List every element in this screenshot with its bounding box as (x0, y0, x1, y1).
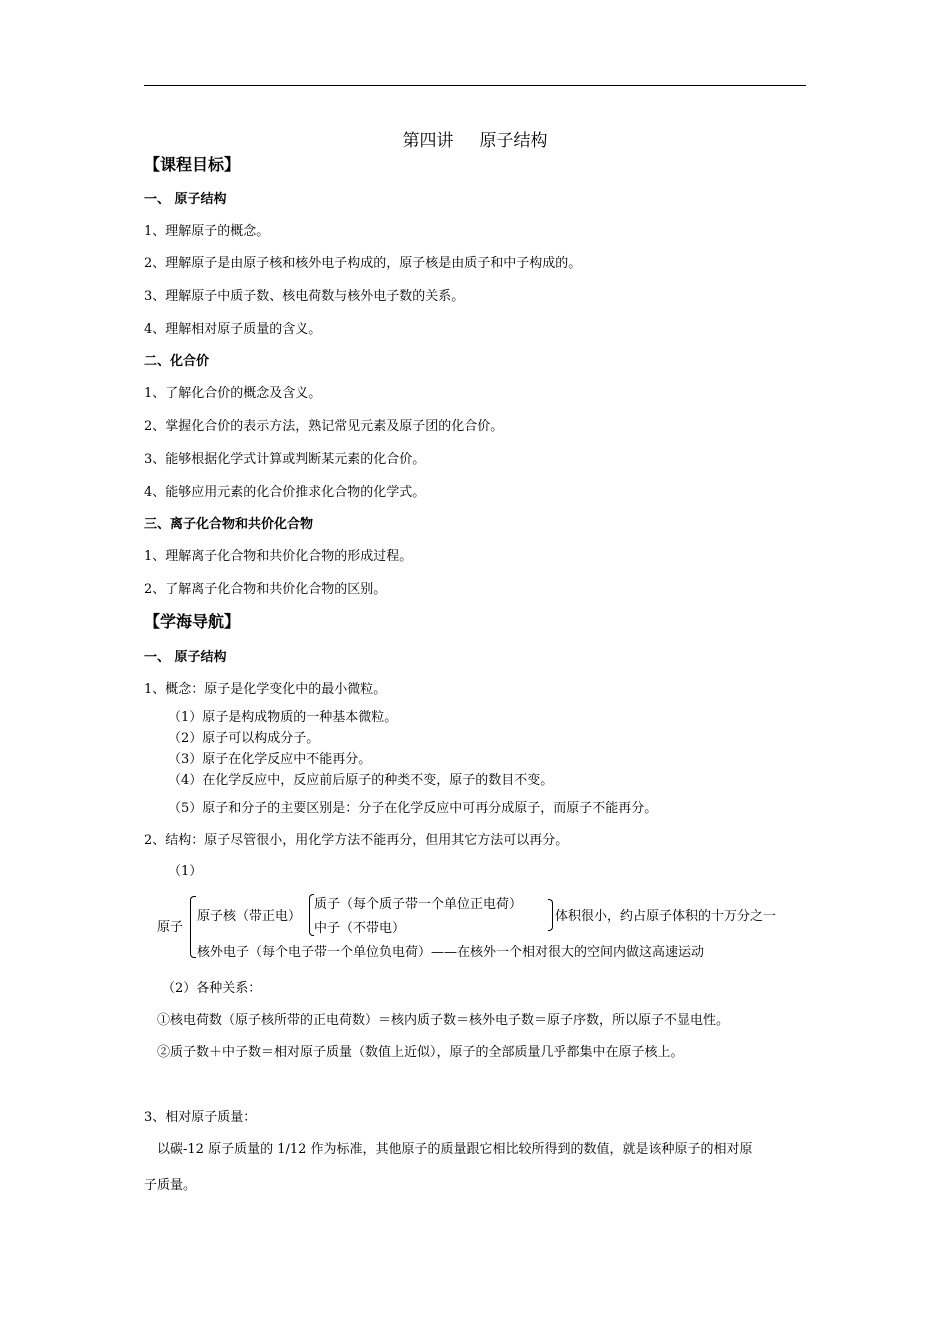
guide-sub1-heading: 一、 原子结构 (144, 650, 227, 665)
section-study-guide-heading: 【学海导航】 (144, 612, 241, 631)
section-course-goals-heading: 【课程目标】 (144, 155, 241, 174)
goals-sub1-heading: 一、 原子结构 (144, 192, 227, 207)
concept-item: （5）原子和分子的主要区别是：分子在化学反应中可再分成原子，而原子不能再分。 (168, 801, 658, 816)
goals-sub1-item: 2、理解原子是由原子核和核外电子构成的，原子核是由质子和中子构成的。 (144, 256, 582, 271)
title-topic: 原子结构 (479, 131, 548, 151)
header-rule (144, 85, 806, 86)
diagram-neutron-label: 中子（不带电） (314, 921, 406, 936)
diagram-proton-label: 质子（每个质子带一个单位正电荷） (314, 897, 523, 912)
nucleus-right-brace (548, 899, 553, 931)
goals-sub3-item: 1、理解离子化合物和共价化合物的形成过程。 (144, 549, 413, 564)
goals-sub1-item: 4、理解相对原子质量的含义。 (144, 322, 322, 337)
goals-sub2-item: 3、能够根据化学式计算或判断某元素的化合价。 (144, 452, 426, 467)
title-lecture: 第四讲 (402, 131, 454, 151)
concept-item: （1）原子是构成物质的一种基本微粒。 (168, 710, 398, 725)
concept-item: （4）在化学反应中，反应前后原子的种类不变，原子的数目不变。 (168, 773, 554, 788)
goals-sub2-item: 2、掌握化合价的表示方法，熟记常见元素及原子团的化合价。 (144, 419, 504, 434)
concept-line: 1、概念：原子是化学变化中的最小微粒。 (144, 682, 387, 697)
mass-definition: 以碳-12 原子质量的 1/12 作为标准，其他原子的质量跟它相比较所得到的数值，就是该种原子的相对原 (157, 1142, 753, 1157)
concept-item: （2）原子可以构成分子。 (168, 731, 320, 746)
goals-sub2-item: 1、了解化合价的概念及含义。 (144, 386, 322, 401)
goals-sub1-item: 1、理解原子的概念。 (144, 224, 270, 239)
relation-item: ①核电荷数（原子核所带的正电荷数）＝核内质子数＝核外电子数＝原子序数，所以原子不显电性。 (157, 1013, 730, 1028)
structure-line: 2、结构：原子尽管很小，用化学方法不能再分，但用其它方法可以再分。 (144, 833, 569, 848)
concept-item: （3）原子在化学反应中不能再分。 (168, 752, 372, 767)
mass-definition-cont: 子质量。 (144, 1178, 197, 1193)
structure-number: （1） (168, 864, 203, 879)
atom-brace (190, 896, 196, 958)
relations-heading: （2）各种关系： (162, 981, 262, 996)
page-title (0, 126, 950, 151)
goals-sub2-item: 4、能够应用元素的化合价推求化合物的化学式。 (144, 485, 426, 500)
diagram-electron-label: 核外电子（每个电子带一个单位负电荷）——在核外一个相对很大的空间内做这高速运动 (197, 945, 705, 960)
goals-sub3-item: 2、了解离子化合物和共价化合物的区别。 (144, 582, 387, 597)
mass-heading: 3、相对原子质量： (144, 1110, 257, 1125)
goals-sub1-item: 3、理解原子中质子数、核电荷数与核外电子数的关系。 (144, 289, 465, 304)
diagram-atom-label: 原子 (157, 920, 184, 935)
diagram-nucleus-label: 原子核（带正电） (197, 909, 302, 924)
goals-sub2-heading: 二、化合价 (144, 354, 210, 369)
goals-sub3-heading: 三、离子化合物和共价化合物 (144, 517, 314, 532)
diagram-nucleus-note: 体积很小，约占原子体积的十万分之一 (555, 909, 777, 924)
relation-item: ②质子数＋中子数＝相对原子质量（数值上近似），原子的全部质量几乎都集中在原子核上。 (157, 1045, 684, 1060)
